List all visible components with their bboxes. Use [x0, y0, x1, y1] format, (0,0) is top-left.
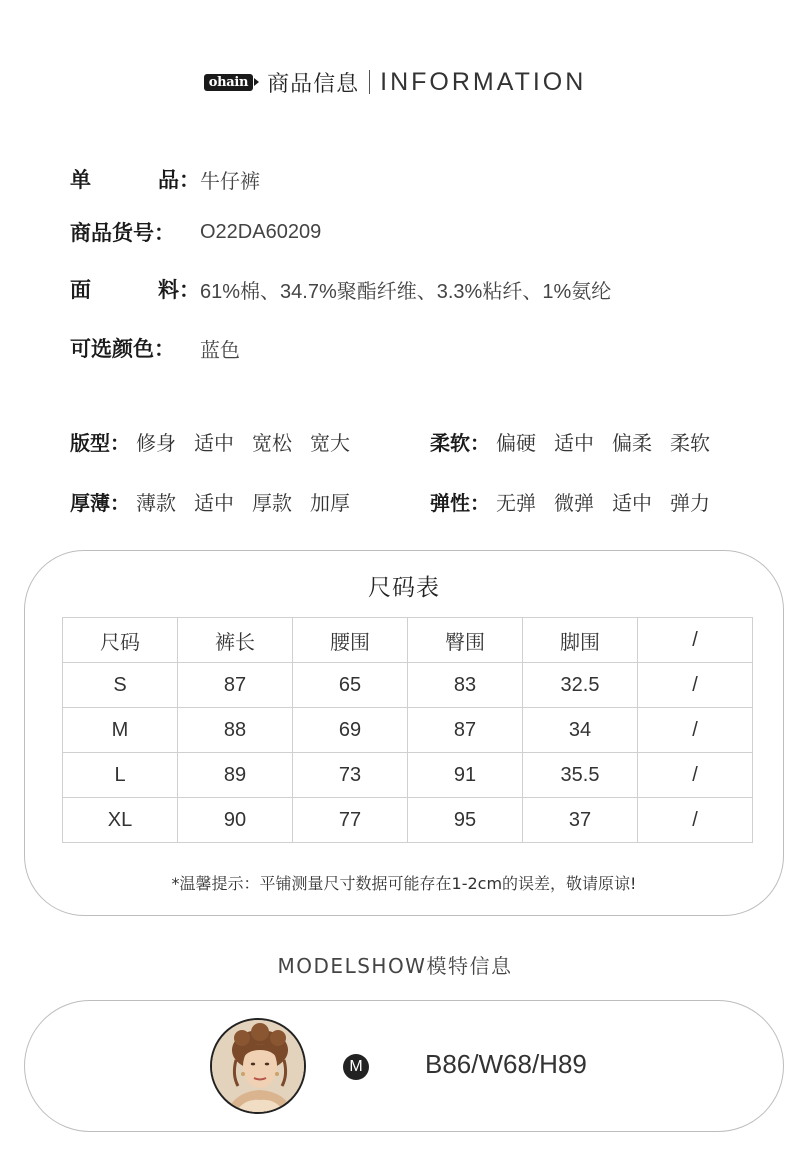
table-cell: 37: [523, 798, 638, 843]
attr-fit-option-selected: 适中: [194, 427, 234, 456]
table-cell: /: [638, 798, 753, 843]
header-divider: [369, 70, 370, 94]
table-cell: L: [63, 753, 178, 798]
table-cell: 35.5: [523, 753, 638, 798]
table-cell: /: [638, 708, 753, 753]
table-row: [63, 798, 753, 843]
table-row: [63, 663, 753, 708]
info-value-fabric: 61%棉、34.7%聚酯纤维、3.3%粘纤、1%氨纶: [200, 280, 612, 303]
attr-thickness-option-selected: 适中: [194, 487, 234, 516]
table-cell: M: [63, 708, 178, 753]
table-row: [63, 753, 753, 798]
model-portrait-icon: [212, 1020, 306, 1114]
size-table: [62, 617, 753, 843]
table-row: [63, 708, 753, 753]
brand-logo-text: ohain: [204, 74, 253, 91]
info-row-sku: [70, 217, 321, 247]
attr-fit-option: 宽松: [252, 430, 292, 455]
model-avatar: [210, 1018, 306, 1114]
attr-thickness: [70, 485, 368, 517]
table-cell: 77: [293, 798, 408, 843]
attr-thickness-option: 薄款: [136, 490, 176, 515]
attr-fit: [70, 425, 368, 457]
attr-softness-option-selected: 适中: [554, 427, 594, 456]
info-row-fabric: [70, 274, 611, 304]
attr-elastic: [430, 485, 728, 517]
table-cell: 95: [408, 798, 523, 843]
brand-logo: [204, 74, 259, 91]
table-cell: 32.5: [523, 663, 638, 708]
attr-fit-option: 宽大: [310, 430, 350, 455]
table-cell: 65: [293, 663, 408, 708]
logo-arrow-icon: [254, 78, 259, 86]
attr-fit-label: 版型：: [70, 430, 130, 455]
model-size-badge: M: [343, 1054, 369, 1080]
info-value-sku: O22DA60209: [200, 220, 322, 243]
size-chart-panel: [24, 550, 784, 916]
info-label-sku: 商品货号：: [70, 221, 175, 245]
size-table-header: 臀围: [408, 618, 523, 663]
size-table-header: 脚围: [523, 618, 638, 663]
table-cell: 34: [523, 708, 638, 753]
attr-softness: [430, 425, 728, 457]
table-cell: /: [638, 663, 753, 708]
table-cell: S: [63, 663, 178, 708]
table-cell: 73: [293, 753, 408, 798]
attr-thickness-option: 加厚: [310, 490, 350, 515]
attr-elastic-option-selected: 适中: [612, 487, 652, 516]
table-cell: 89: [178, 753, 293, 798]
header-title-en: INFORMATION: [380, 67, 587, 96]
attr-thickness-label: 厚薄：: [70, 490, 130, 515]
table-cell: XL: [63, 798, 178, 843]
table-cell: 83: [408, 663, 523, 708]
info-value-item: 牛仔裤: [200, 170, 260, 193]
info-header: [0, 62, 790, 102]
table-cell: 87: [408, 708, 523, 753]
size-chart-note: *温馨提示：平铺测量尺寸数据可能存在1-2cm的误差，敬请原谅!: [171, 874, 637, 893]
attr-softness-option: 偏柔: [612, 430, 652, 455]
table-cell: 69: [293, 708, 408, 753]
header-title-cn: 商品信息: [267, 71, 360, 97]
size-table-header: 腰围: [293, 618, 408, 663]
attr-elastic-option: 无弹: [496, 490, 536, 515]
model-panel: [24, 1000, 784, 1132]
attr-softness-option: 柔软: [670, 430, 710, 455]
table-cell: 87: [178, 663, 293, 708]
model-measurements: B86/W68/H89: [425, 1049, 587, 1079]
size-table-header-row: [63, 618, 753, 663]
info-value-color: 蓝色: [200, 339, 240, 362]
attr-fit-option: 修身: [136, 430, 176, 455]
table-cell: /: [638, 753, 753, 798]
size-table-header: 裤长: [178, 618, 293, 663]
attr-elastic-label: 弹性：: [430, 490, 490, 515]
table-cell: 88: [178, 708, 293, 753]
info-row-color: [70, 333, 240, 363]
info-label-item: 单 品：: [70, 168, 200, 192]
attr-elastic-option: 弹力: [670, 490, 710, 515]
info-row-item: [70, 164, 260, 194]
attr-thickness-option: 厚款: [252, 490, 292, 515]
size-table-header: 尺码: [63, 618, 178, 663]
model-section-title: MODELSHOW模特信息: [277, 954, 513, 978]
attr-softness-option: 偏硬: [496, 430, 536, 455]
table-cell: 91: [408, 753, 523, 798]
table-cell: 90: [178, 798, 293, 843]
attr-elastic-option: 微弹: [554, 490, 594, 515]
info-label-color: 可选颜色：: [70, 337, 175, 361]
attr-softness-label: 柔软：: [430, 430, 490, 455]
size-chart-title: 尺码表: [368, 575, 440, 601]
size-table-header: /: [638, 618, 753, 663]
info-label-fabric: 面 料：: [70, 278, 200, 302]
